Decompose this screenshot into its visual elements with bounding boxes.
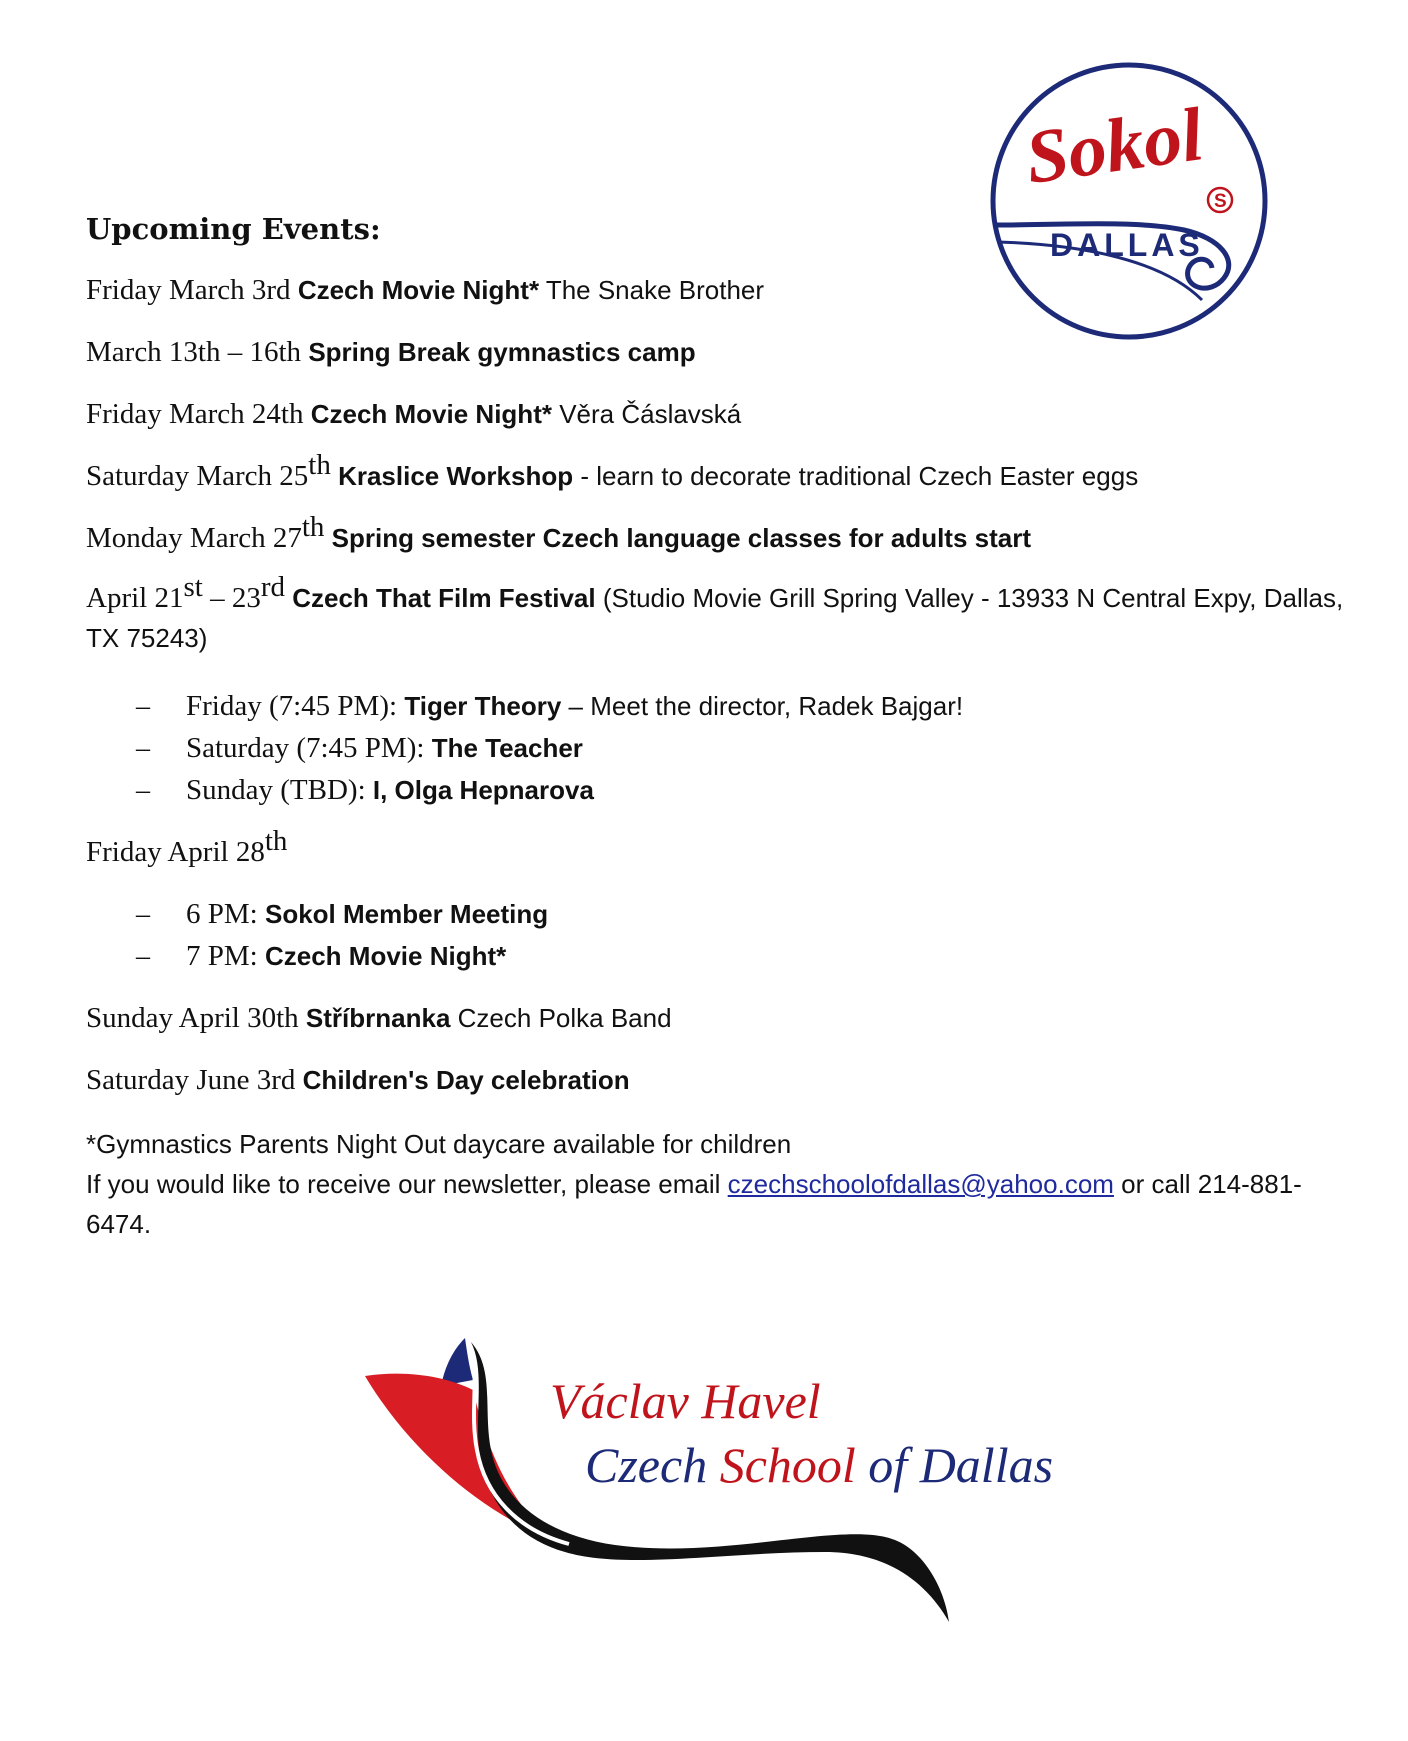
schedule-time: 6 PM: xyxy=(186,898,265,930)
event-april-28 xyxy=(86,825,288,870)
dash-bullet: – xyxy=(136,691,150,722)
newsletter-text: If you would like to receive our newsletter, please email xyxy=(86,1169,728,1199)
school-word: Dallas xyxy=(919,1437,1054,1493)
event-title: Children's Day celebration xyxy=(302,1065,630,1095)
school-word: of xyxy=(868,1437,920,1493)
event-movie-night-march-3 xyxy=(86,272,764,308)
dash-bullet: – xyxy=(136,899,150,930)
event-title: Czech That Film Festival xyxy=(284,583,596,613)
event-date: Saturday June 3rd xyxy=(86,1064,303,1096)
schedule-time: 7 PM: xyxy=(186,940,265,972)
event-detail: Czech Polka Band xyxy=(450,1003,672,1033)
event-date-suffix: rd xyxy=(260,571,285,603)
event-title: Czech Movie Night* xyxy=(297,275,540,305)
event-kraslice-workshop xyxy=(86,449,1139,494)
schedule-list-item xyxy=(86,938,506,975)
event-date: Friday March 3rd xyxy=(86,274,298,306)
event-title: Czech Movie Night* xyxy=(310,399,552,429)
screening-list-item xyxy=(86,688,963,725)
event-title: Spring Break gymnastics camp xyxy=(308,337,696,367)
school-word: School xyxy=(719,1437,869,1493)
event-title: Spring semester Czech language classes for adults start xyxy=(324,523,1031,553)
event-date-suffix: th xyxy=(308,449,331,481)
newsletter-note xyxy=(86,1164,1346,1244)
screening-time: Friday (7:45 PM): xyxy=(186,690,405,722)
screening-list-item xyxy=(86,772,594,809)
event-title: Stříbrnanka xyxy=(305,1003,451,1033)
dash-bullet: – xyxy=(136,733,150,764)
event-language-classes xyxy=(86,511,1031,556)
event-date: Sunday April 30th xyxy=(86,1002,306,1034)
newsletter-phone: or call 214-881-6474. xyxy=(86,1169,1302,1239)
event-detail: - learn to decorate traditional Czech Easter eggs xyxy=(573,461,1139,491)
school-word: Czech xyxy=(585,1437,720,1493)
event-date: Friday March 24th xyxy=(86,398,311,430)
logo-wordmark: Sokol xyxy=(1020,92,1208,201)
schedule-list-item xyxy=(86,896,548,933)
email-link[interactable]: czechschoolofdallas@yahoo.com xyxy=(727,1169,1114,1199)
event-date-suffix: th xyxy=(301,511,325,543)
screening-list-item xyxy=(86,730,583,767)
dash-bullet: – xyxy=(136,941,150,972)
event-date-suffix: th xyxy=(264,825,288,857)
event-spring-break-camp xyxy=(86,334,696,370)
event-date: Saturday March 25 xyxy=(86,460,309,492)
school-name-line2 xyxy=(585,1436,1053,1494)
schedule-title: Sokol Member Meeting xyxy=(264,899,549,929)
school-name-line1: Václav Havel xyxy=(550,1373,821,1429)
event-date: March 13th – 16th xyxy=(86,336,309,368)
event-detail: The Snake Brother xyxy=(539,275,765,305)
event-date-suffix: st xyxy=(183,571,203,603)
schedule-title: Czech Movie Night* xyxy=(264,941,507,971)
screening-film: Tiger Theory xyxy=(404,691,562,721)
event-date-end: – 23 xyxy=(202,582,261,614)
event-film-festival xyxy=(86,571,1346,658)
dash-bullet: – xyxy=(136,775,150,806)
event-movie-night-march-24 xyxy=(86,396,741,432)
logo-badge-letter: S xyxy=(1214,191,1227,212)
page-title: Upcoming Events: xyxy=(86,212,381,246)
sokol-dallas-logo xyxy=(988,60,1270,342)
event-childrens-day xyxy=(86,1062,630,1098)
screening-film: I, Olga Hepnarova xyxy=(372,775,594,805)
event-date: Friday April 28 xyxy=(86,836,265,868)
event-polka-band xyxy=(86,1000,672,1036)
event-date: Monday March 27 xyxy=(86,522,302,554)
screening-note: – Meet the director, Radek Bajgar! xyxy=(561,691,964,721)
event-detail: (Studio Movie Grill Spring Valley - 13933 N Central Expy, Dallas, TX 75243) xyxy=(86,583,1344,653)
footer-notes xyxy=(86,1124,1346,1244)
event-date-start: April 21 xyxy=(86,582,184,614)
screening-time: Sunday (TBD): xyxy=(186,774,373,806)
screening-time: Saturday (7:45 PM): xyxy=(186,732,432,764)
screening-film: The Teacher xyxy=(431,733,583,763)
daycare-note: *Gymnastics Parents Night Out daycare available for children xyxy=(86,1129,792,1159)
logo-city: DALLAS xyxy=(1050,227,1204,263)
event-title: Kraslice Workshop xyxy=(330,461,574,491)
event-detail: Věra Čáslavská xyxy=(551,399,742,429)
